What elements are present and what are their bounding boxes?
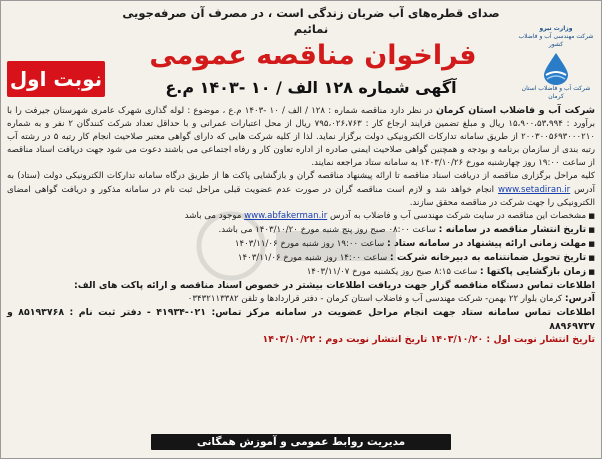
logo-ministry-text: وزارت نیرو <box>539 25 573 32</box>
process-paragraph <box>7 170 595 209</box>
guarantee-value: ساعت ۱۴:۰۰ روز شنبه مورخ ۱۴۰۳/۱۱/۰۶ <box>237 253 390 264</box>
deadline-bullet <box>7 237 595 251</box>
opening-bullet <box>7 265 595 279</box>
address-line <box>7 292 595 306</box>
guarantee-label: تاریخ تحویل ضمانتنامه به دبیرخانه شرکت : <box>389 252 587 264</box>
opening-value: ساعت ۸:۱۵ صبح روز یکشنبه مورخ ۱۴۰۳/۱۱/۰۷ <box>306 267 480 278</box>
water-drop-icon <box>536 51 576 85</box>
logo-company-text: شرکت مهندسی آب و فاضلاب کشور <box>518 33 594 48</box>
setad-link[interactable]: www.setadiran.ir <box>498 184 571 195</box>
publish-date-bullet <box>7 223 595 237</box>
guarantee-bullet <box>7 251 595 265</box>
publish-date-value: ساعت ۰۸:۰۰ صبح روز پنج شنبه مورخ ۱۴۰۳/۱۰/۲۰ می باشد. <box>218 224 439 235</box>
deadline-label: مهلت زمانی ارائه پیشنهاد در سامانه ستاد : <box>386 237 587 249</box>
address-label: آدرس: <box>564 293 595 305</box>
spec-bullet <box>7 210 595 223</box>
page-title: فراخوان مناقصه عمومی <box>149 40 477 71</box>
logo-province-text: شرکت آب و فاضلاب استان کرمان <box>521 85 591 100</box>
publication-round-badge: نوبت اول <box>7 61 105 97</box>
notice-number: آگهی شماره ۱۲۸ الف / ۱۰ -۱۴۰۳ م.ع <box>165 78 457 97</box>
footer-banner: مدیریت روابط عمومی و آموزش همگانی <box>151 434 451 450</box>
setad-contact-line: اطلاعات تماس سامانه ستاد جهت انجام مراحل عضویت در سامانه مرکز تماس: ۰۲۱-۴۱۹۳۴ - دفتر ثبت نام : ۸۵۱۹۳۷۶۸ و ۸۸۹۶۹۷۳۷ <box>7 307 596 332</box>
process-text-a: کلیه مراحل برگزاری مناقصه از دریافت اسناد مناقصه تا ارائه پیشنهاد مناقصه گران و بازگشایی پاکت ها از طریق درگاه سامانه تدارکات الکترونیکی دولت (ستاد) به آدرس <box>7 171 596 195</box>
company-name: شرکت آب و فاضلاب استان کرمان <box>435 105 596 116</box>
spec-text-b: موجود می باشد <box>184 210 242 221</box>
address-text: کرمان بلوار ۲۲ بهمن- شرکت مهندسی آب و فاضلاب استان کرمان - دفتر قراردادها و تلفن ۰۳۴۳۲۱۱۳۳۸۲ <box>187 294 565 305</box>
opening-label: زمان بازگشایی پاکتها : <box>479 266 587 278</box>
slogan: صدای قطره‌های آب ضربان زندگی است ، در مصرف آن صرفه‌جویی نمائیم <box>122 6 500 36</box>
intro-text: در نظر دارد مناقصه شماره : ۱۲۸ / الف / ۱۰ -۱۴۰۳ م.ع ، موضوع : لوله گذاری شهرک عامری شهرستان جیرفت را با برآورد : ۱۵،۹۰۰،۵۳،۹۹۴ ریال و مبلغ تضمین فرایند ارجاع کار : ۷۹۵،۰۲۶،۷۶۳ ریال از محل اعتبارات عمرانی و با حداقل تعداد شرکت کنندگان ۲ نفر و به شماره ۲۰۰۳۰۰۵۶۹۳۰۰۰۲۱۰ از طریق سامانه تدارکات الکترونیکی دولت برگزار نماید. لذا از کلیه شرکت هایی که دارای گواهی معتبر صلاحیت انجام کار رتبه ۵ در رشته آب رتبه بندی از سازمان برنامه و بودجه و همچنین گواهی صلاحیت ایمنی صادره از اداره تعاون کار و رفاه اجتماعی می باشند دعوت می شود جهت دریافت اسناد مناقصه از ساعت ۱۹:۰۰ روز چهارشنبه مورخ ۱۴۰۳/۱۰/۲۶ به سامانه ستاد مراجعه نمایند. <box>7 106 595 169</box>
spec-text-a: مشخصات این مناقصه در سایت شرکت مهندسی آب و فاضلاب به آدرس <box>329 210 587 221</box>
contact-heading: اطلاعات تماس دستگاه مناقصه گزار جهت دریافت اطلاعات بیشتر در خصوص اسناد مناقصه و ارائه پاکت های الف: <box>74 280 595 292</box>
intro-paragraph <box>7 104 595 170</box>
abfa-logo <box>517 25 595 100</box>
publish-date-label: تاریخ انتشار مناقصه در سامانه : <box>438 223 587 235</box>
notice-body <box>7 104 595 346</box>
process-text-b: انجام خواهد شد و لازم است مناقصه گران در صورت عدم عضویت قبلی مراحل ثبت نام در سامانه مذکور و دریافت گواهی امضای الکترونیکی را جهت شرکت در مناقصه محقق سازند. <box>7 184 595 208</box>
abfa-site-link[interactable]: www.abfakerman.ir <box>244 210 328 221</box>
publication-dates: تاریخ انتشار نوبت اول : ۱۴۰۳/۱۰/۲۰ تاریخ انتشار نوبت دوم : ۱۴۰۳/۱۰/۲۲ <box>262 333 595 345</box>
deadline-value: ساعت ۱۹:۰۰ روز شنبه مورخ ۱۴۰۳/۱۱/۰۶ <box>234 238 387 249</box>
